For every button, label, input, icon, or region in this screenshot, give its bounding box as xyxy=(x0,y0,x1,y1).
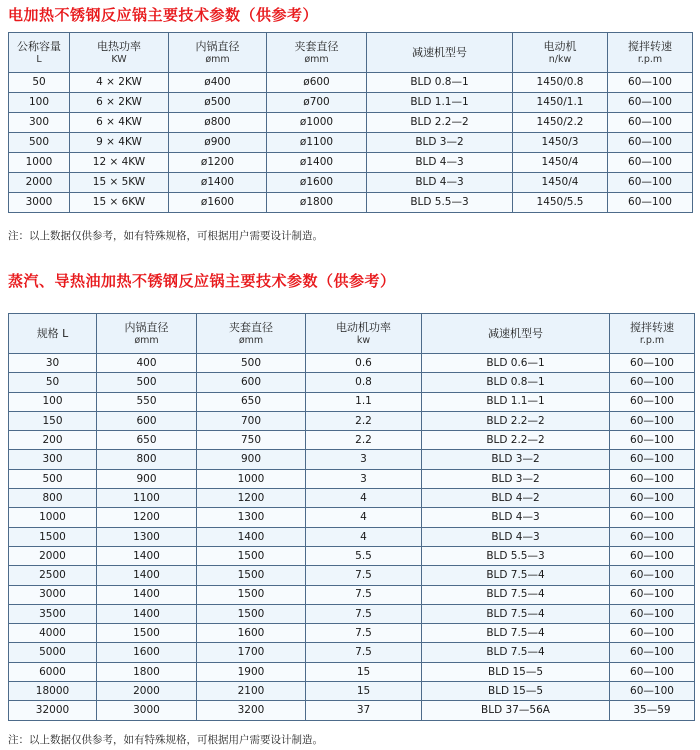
table-cell: 2000 xyxy=(9,173,70,193)
table2-steam-oil-heating-specs xyxy=(8,313,695,721)
column-header-label: 夹套直径 xyxy=(294,39,339,53)
column-header-unit: KW xyxy=(111,53,127,65)
column-header-unit: n/kw xyxy=(548,53,572,65)
column-header xyxy=(169,33,267,73)
table-cell: 15 × 5KW xyxy=(70,173,169,193)
column-header-label: 内锅直径 xyxy=(195,39,240,53)
table-cell: 60—100 xyxy=(608,173,693,193)
table-cell: 60—100 xyxy=(608,93,693,113)
table-cell: BLD 2.2—2 xyxy=(422,411,610,430)
table-cell: 1300 xyxy=(97,527,197,546)
table-row xyxy=(9,489,695,508)
table-row xyxy=(9,392,695,411)
table-cell: 2.2 xyxy=(306,411,422,430)
table-cell: 400 xyxy=(97,354,197,373)
table-cell: 60—100 xyxy=(610,450,695,469)
table-cell: 200 xyxy=(9,431,97,450)
table-cell: BLD 7.5—4 xyxy=(422,604,610,623)
table-cell: 30 xyxy=(9,354,97,373)
table1-title: 电加热不锈钢反应锅主要技术参数（供参考） xyxy=(8,6,319,24)
table-cell: BLD 7.5—4 xyxy=(422,643,610,662)
column-header-unit: ømm xyxy=(205,53,230,65)
table-cell: 100 xyxy=(9,93,70,113)
table1-header-row xyxy=(9,33,693,73)
table-cell: 700 xyxy=(197,411,306,430)
table-cell: 5.5 xyxy=(306,546,422,565)
table-cell: 60—100 xyxy=(610,662,695,681)
table-cell: 800 xyxy=(9,489,97,508)
table-cell: ø1400 xyxy=(169,173,267,193)
table-cell: 1500 xyxy=(9,527,97,546)
table-cell: 6000 xyxy=(9,662,97,681)
table-cell: 60—100 xyxy=(610,624,695,643)
table-cell: 1600 xyxy=(97,643,197,662)
table-cell: BLD 0.8—1 xyxy=(367,73,513,93)
table-cell: 6 × 2KW xyxy=(70,93,169,113)
table-row xyxy=(9,527,695,546)
table-cell: 0.6 xyxy=(306,354,422,373)
column-header-label: 减速机型号 xyxy=(412,46,467,59)
column-header xyxy=(610,314,695,354)
table-row xyxy=(9,354,695,373)
table-cell: 3 xyxy=(306,450,422,469)
table-cell: BLD 2.2—2 xyxy=(422,431,610,450)
table-cell: 60—100 xyxy=(610,585,695,604)
table-cell: 3200 xyxy=(197,701,306,720)
table-cell: 60—100 xyxy=(610,431,695,450)
table2-body xyxy=(9,354,695,721)
table-cell: 60—100 xyxy=(608,133,693,153)
table-cell: 500 xyxy=(97,373,197,392)
table-row xyxy=(9,682,695,701)
table-cell: ø1000 xyxy=(267,113,367,133)
table-cell: BLD 4—3 xyxy=(367,153,513,173)
column-header xyxy=(97,314,197,354)
table-cell: 1300 xyxy=(197,508,306,527)
table2-title: 蒸汽、导热油加热不锈钢反应锅主要技术参数（供参考） xyxy=(8,272,396,290)
table-cell: ø400 xyxy=(169,73,267,93)
table-cell: BLD 7.5—4 xyxy=(422,585,610,604)
table-cell: BLD 0.8—1 xyxy=(422,373,610,392)
column-header xyxy=(608,33,693,73)
table-cell: 7.5 xyxy=(306,624,422,643)
table-cell: 60—100 xyxy=(610,508,695,527)
table-cell: BLD 4—3 xyxy=(422,527,610,546)
table-cell: 600 xyxy=(197,373,306,392)
table-cell: ø1100 xyxy=(267,133,367,153)
table-cell: 60—100 xyxy=(610,469,695,488)
table-cell: BLD 2.2—2 xyxy=(367,113,513,133)
table-cell: 1200 xyxy=(97,508,197,527)
table-cell: 15 × 6KW xyxy=(70,193,169,213)
column-header-label: 电热功率 xyxy=(97,39,141,53)
table-cell: 550 xyxy=(97,392,197,411)
table-cell: 1450/4 xyxy=(513,153,608,173)
table-row xyxy=(9,546,695,565)
table-cell: 0.8 xyxy=(306,373,422,392)
column-header-unit: ømm xyxy=(304,53,329,65)
column-header-label: 搅拌转速 xyxy=(628,39,672,53)
table-cell: 60—100 xyxy=(608,153,693,173)
table-cell: BLD 37—56A xyxy=(422,701,610,720)
table-cell: BLD 7.5—4 xyxy=(422,566,610,585)
table-cell: BLD 4—3 xyxy=(367,173,513,193)
table-cell: ø1200 xyxy=(169,153,267,173)
table-cell: 18000 xyxy=(9,682,97,701)
column-header xyxy=(367,33,513,73)
table-cell: 37 xyxy=(306,701,422,720)
table-cell: 3 xyxy=(306,469,422,488)
table-cell: 4 xyxy=(306,527,422,546)
table-cell: 900 xyxy=(97,469,197,488)
table-cell: BLD 3—2 xyxy=(422,450,610,469)
table-cell: 7.5 xyxy=(306,566,422,585)
table-cell: 1450/0.8 xyxy=(513,73,608,93)
column-header-label: 搅拌转速 xyxy=(630,320,674,334)
table-cell: 1450/1.1 xyxy=(513,93,608,113)
table-cell: 60—100 xyxy=(610,527,695,546)
column-header-label: 规格 L xyxy=(36,327,69,340)
column-header-label: 电动机 xyxy=(543,39,577,53)
table-cell: 7.5 xyxy=(306,585,422,604)
table-row xyxy=(9,193,693,213)
table-cell: 1450/5.5 xyxy=(513,193,608,213)
table-cell: 6 × 4KW xyxy=(70,113,169,133)
table-cell: 1700 xyxy=(197,643,306,662)
table-cell: 2100 xyxy=(197,682,306,701)
table-row xyxy=(9,508,695,527)
table-cell: ø1800 xyxy=(267,193,367,213)
table-cell: 7.5 xyxy=(306,604,422,623)
table-cell: BLD 7.5—4 xyxy=(422,624,610,643)
table-cell: 60—100 xyxy=(610,566,695,585)
table-cell: 3000 xyxy=(97,701,197,720)
column-header-unit: r.p.m xyxy=(637,53,663,65)
table-cell: 7.5 xyxy=(306,643,422,662)
table-cell: 1.1 xyxy=(306,392,422,411)
table-cell: 60—100 xyxy=(608,73,693,93)
table-cell: 15 xyxy=(306,662,422,681)
column-header-label: 减速机型号 xyxy=(488,327,543,340)
column-header-unit: ømm xyxy=(238,334,264,346)
table-row xyxy=(9,624,695,643)
table-cell: 1400 xyxy=(97,566,197,585)
table-cell: 750 xyxy=(197,431,306,450)
table-cell: 60—100 xyxy=(610,489,695,508)
table-cell: BLD 0.6—1 xyxy=(422,354,610,373)
table-cell: 60—100 xyxy=(608,113,693,133)
table-cell: 60—100 xyxy=(608,193,693,213)
table-cell: 600 xyxy=(97,411,197,430)
column-header-unit: L xyxy=(36,53,42,65)
column-header-label: 公称容量 xyxy=(17,39,61,53)
column-header-label: 夹套直径 xyxy=(229,320,273,334)
table-cell: 3000 xyxy=(9,193,70,213)
column-header xyxy=(422,314,610,354)
table-cell: 2500 xyxy=(9,566,97,585)
table-cell: 900 xyxy=(197,450,306,469)
column-header-unit: r.p.m xyxy=(639,334,665,346)
table-cell: 3500 xyxy=(9,604,97,623)
table-cell: 500 xyxy=(9,469,97,488)
table-cell: 500 xyxy=(197,354,306,373)
table-cell: 4 xyxy=(306,508,422,527)
table-cell: 1800 xyxy=(97,662,197,681)
column-header xyxy=(70,33,169,73)
table-row xyxy=(9,585,695,604)
table-row xyxy=(9,604,695,623)
table-cell: 150 xyxy=(9,411,97,430)
table-cell: BLD 5.5—3 xyxy=(367,193,513,213)
column-header xyxy=(513,33,608,73)
table-cell: 650 xyxy=(97,431,197,450)
table-cell: 32000 xyxy=(9,701,97,720)
table-cell: 15 xyxy=(306,682,422,701)
table-cell: ø900 xyxy=(169,133,267,153)
table-cell: BLD 3—2 xyxy=(422,469,610,488)
table-row xyxy=(9,566,695,585)
table-cell: 1400 xyxy=(97,585,197,604)
table-row xyxy=(9,662,695,681)
table-row xyxy=(9,450,695,469)
table-cell: 60—100 xyxy=(610,354,695,373)
table1-electric-heating-specs xyxy=(8,32,693,213)
table-cell: 1900 xyxy=(197,662,306,681)
table-cell: 5000 xyxy=(9,643,97,662)
table-cell: ø1400 xyxy=(267,153,367,173)
table-cell: 2000 xyxy=(97,682,197,701)
table-cell: 1000 xyxy=(9,153,70,173)
column-header-unit: kw xyxy=(356,334,371,346)
table-cell: ø600 xyxy=(267,73,367,93)
table-cell: 60—100 xyxy=(610,682,695,701)
table-row xyxy=(9,469,695,488)
table-cell: 1500 xyxy=(197,604,306,623)
table-cell: 60—100 xyxy=(610,392,695,411)
table-cell: 1450/2.2 xyxy=(513,113,608,133)
table-cell: 3000 xyxy=(9,585,97,604)
table-cell: 100 xyxy=(9,392,97,411)
table-row xyxy=(9,133,693,153)
table-row xyxy=(9,643,695,662)
table-cell: 12 × 4KW xyxy=(70,153,169,173)
column-header-unit: ømm xyxy=(134,334,159,346)
table-row xyxy=(9,113,693,133)
table-cell: BLD 1.1—1 xyxy=(367,93,513,113)
table1-body xyxy=(9,73,693,213)
table-cell: 4 × 2KW xyxy=(70,73,169,93)
table-cell: 1000 xyxy=(9,508,97,527)
table-cell: 9 × 4KW xyxy=(70,133,169,153)
table-row xyxy=(9,173,693,193)
table-cell: 300 xyxy=(9,113,70,133)
table-cell: 35—59 xyxy=(610,701,695,720)
table2-header-row xyxy=(9,314,695,354)
table-cell: 1450/4 xyxy=(513,173,608,193)
table-cell: 1400 xyxy=(97,546,197,565)
table-cell: 1600 xyxy=(197,624,306,643)
table-cell: 650 xyxy=(197,392,306,411)
table-row xyxy=(9,411,695,430)
table-cell: ø1600 xyxy=(267,173,367,193)
table-cell: 1000 xyxy=(197,469,306,488)
table-cell: 50 xyxy=(9,373,97,392)
table1-note: 注：以上数据仅供参考，如有特殊规格，可根据用户需要设计制造。 xyxy=(8,230,323,242)
table-row xyxy=(9,93,693,113)
table-cell: 1200 xyxy=(197,489,306,508)
table-row xyxy=(9,153,693,173)
table-cell: 60—100 xyxy=(610,604,695,623)
table-cell: ø800 xyxy=(169,113,267,133)
table-cell: 1500 xyxy=(197,585,306,604)
table-cell: BLD 4—3 xyxy=(422,508,610,527)
table-cell: ø700 xyxy=(267,93,367,113)
table-cell: 60—100 xyxy=(610,643,695,662)
table-cell: 1500 xyxy=(197,546,306,565)
table-cell: 1100 xyxy=(97,489,197,508)
table-cell: 1450/3 xyxy=(513,133,608,153)
table-row xyxy=(9,373,695,392)
table-cell: 2000 xyxy=(9,546,97,565)
column-header xyxy=(306,314,422,354)
column-header-label: 内锅直径 xyxy=(124,320,169,334)
table-cell: 1500 xyxy=(97,624,197,643)
table2-note: 注：以上数据仅供参考，如有特殊规格，可根据用户需要设计制造。 xyxy=(8,734,323,746)
table-cell: 300 xyxy=(9,450,97,469)
table-row xyxy=(9,73,693,93)
table-cell: 4 xyxy=(306,489,422,508)
column-header xyxy=(9,33,70,73)
column-header-label: 电动机功率 xyxy=(336,320,391,334)
table-cell: 2.2 xyxy=(306,431,422,450)
table-cell: BLD 1.1—1 xyxy=(422,392,610,411)
table-cell: ø500 xyxy=(169,93,267,113)
table-cell: 500 xyxy=(9,133,70,153)
table-cell: 60—100 xyxy=(610,546,695,565)
table-cell: ø1600 xyxy=(169,193,267,213)
table-cell: 800 xyxy=(97,450,197,469)
table-row xyxy=(9,701,695,720)
table-cell: 4000 xyxy=(9,624,97,643)
column-header xyxy=(267,33,367,73)
column-header xyxy=(9,314,97,354)
table-cell: BLD 3—2 xyxy=(367,133,513,153)
table-cell: BLD 15—5 xyxy=(422,682,610,701)
column-header xyxy=(197,314,306,354)
table-cell: 1400 xyxy=(197,527,306,546)
table-cell: BLD 4—2 xyxy=(422,489,610,508)
table-cell: BLD 15—5 xyxy=(422,662,610,681)
table-cell: 50 xyxy=(9,73,70,93)
table-cell: 60—100 xyxy=(610,411,695,430)
table-cell: BLD 5.5—3 xyxy=(422,546,610,565)
table-cell: 1400 xyxy=(97,604,197,623)
table-cell: 60—100 xyxy=(610,373,695,392)
table-row xyxy=(9,431,695,450)
table-cell: 1500 xyxy=(197,566,306,585)
